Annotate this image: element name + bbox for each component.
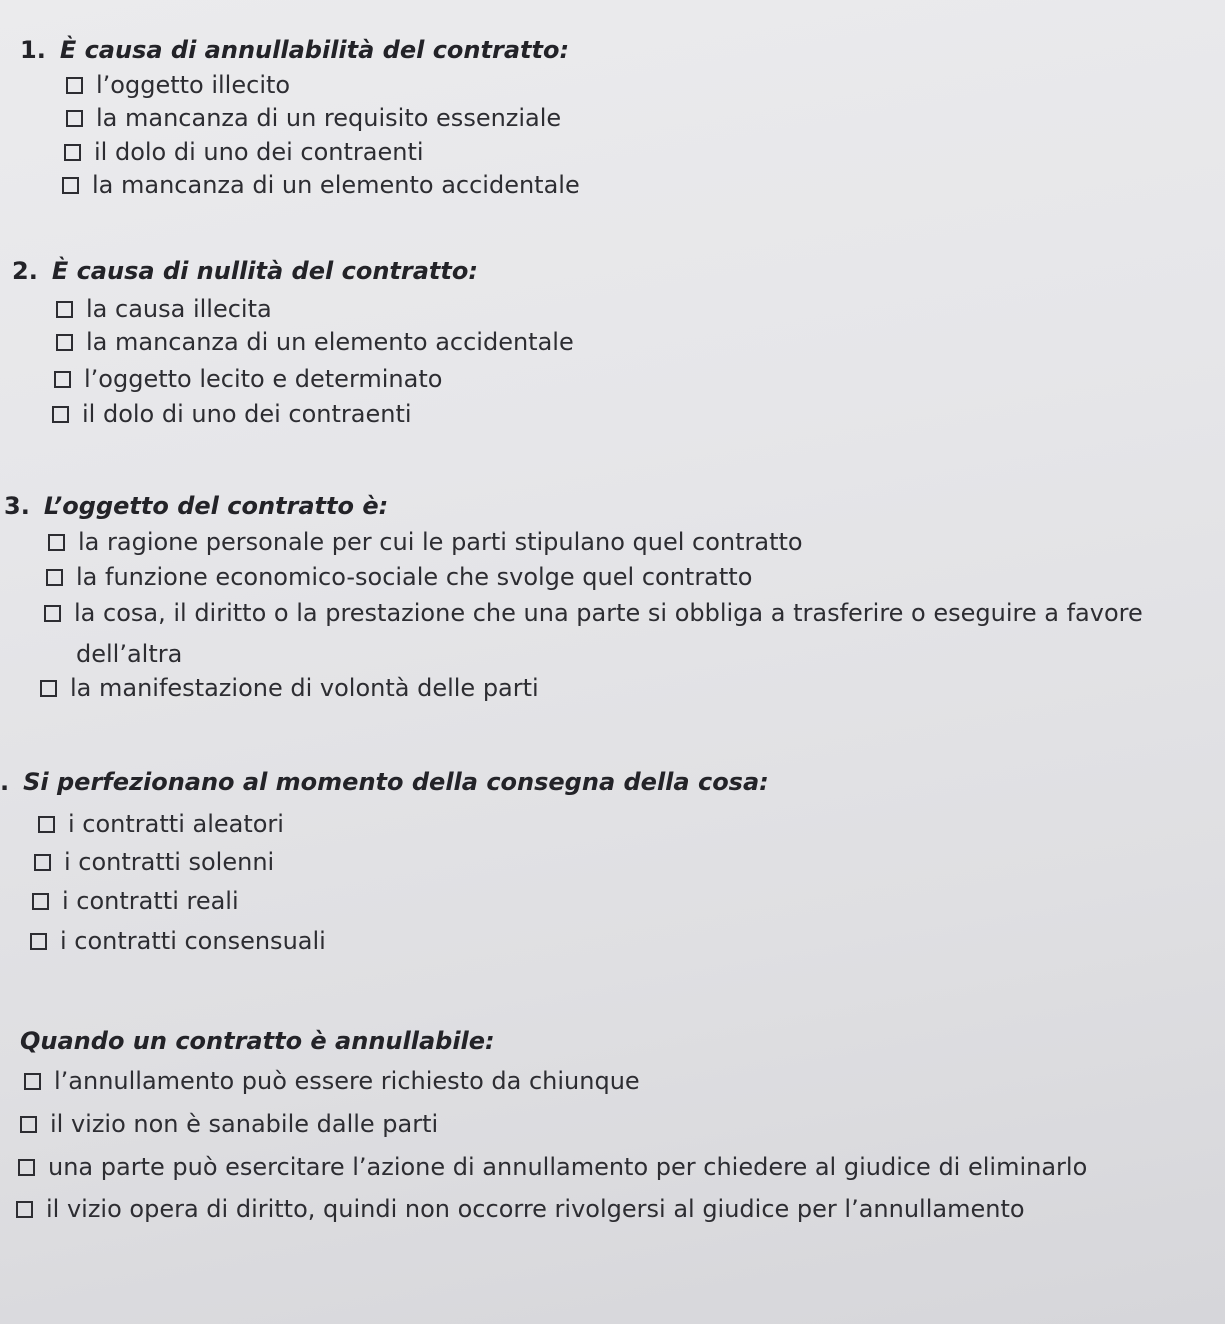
option-5c[interactable] — [18, 1150, 1087, 1184]
option-label: i contratti consensuali — [60, 927, 326, 955]
option-4a[interactable] — [38, 807, 284, 841]
option-label: la causa illecita — [86, 295, 272, 323]
question-number: 1. — [20, 36, 46, 64]
option-1b[interactable] — [66, 101, 561, 135]
checkbox[interactable] — [20, 1116, 37, 1133]
option-3d[interactable] — [40, 671, 539, 705]
checkbox[interactable] — [34, 854, 51, 871]
question-title — [4, 492, 388, 520]
option-label: la funzione economico-sociale che svolge quel contratto — [76, 563, 753, 591]
checkbox[interactable] — [54, 371, 71, 388]
option-label: il dolo di uno dei contraenti — [94, 138, 424, 166]
checkbox[interactable] — [56, 334, 73, 351]
option-3b[interactable] — [46, 560, 752, 594]
option-label: i contratti reali — [62, 887, 239, 915]
option-label: il vizio opera di diritto, quindi non occorre rivolgersi al giudice per l’annullamento — [46, 1195, 1025, 1223]
checkbox[interactable] — [56, 301, 73, 318]
option-label: la ragione personale per cui le parti stipulano quel contratto — [78, 528, 803, 556]
option-4c[interactable] — [32, 884, 239, 918]
option-4d[interactable] — [30, 924, 326, 958]
checkbox[interactable] — [66, 77, 83, 94]
question-text: Quando un contratto è annullabile: — [20, 1027, 495, 1055]
option-label: la mancanza di un requisito essenziale — [96, 104, 562, 132]
option-1a[interactable] — [66, 68, 290, 102]
checkbox[interactable] — [16, 1201, 33, 1218]
option-2b[interactable] — [56, 325, 574, 359]
checkbox[interactable] — [66, 110, 83, 127]
option-4b[interactable] — [34, 845, 274, 879]
checkbox[interactable] — [48, 534, 65, 551]
option-2c[interactable] — [54, 362, 442, 396]
option-5b[interactable] — [20, 1107, 438, 1141]
checkbox[interactable] — [24, 1073, 41, 1090]
option-1c[interactable] — [64, 135, 424, 169]
question-title — [20, 1027, 495, 1055]
option-label: la manifestazione di volontà delle parti — [70, 674, 539, 702]
option-label: una parte può esercitare l’azione di annullamento per chiedere al giudice di eliminarlo — [48, 1153, 1088, 1181]
option-1d[interactable] — [62, 168, 580, 202]
question-number: 3. — [4, 492, 30, 520]
option-label: l’oggetto illecito — [96, 71, 291, 99]
option-3c[interactable] — [44, 596, 1143, 630]
option-3c-continuation: dell’altra — [76, 640, 183, 668]
checkbox[interactable] — [64, 144, 81, 161]
checkbox[interactable] — [32, 893, 49, 910]
checkbox[interactable] — [52, 406, 69, 423]
question-text: È causa di nullità del contratto: — [51, 257, 478, 285]
option-label: i contratti aleatori — [68, 810, 284, 838]
option-label: l’annullamento può essere richiesto da chiunque — [54, 1067, 640, 1095]
question-number: 2. — [12, 257, 38, 285]
option-label: il dolo di uno dei contraenti — [82, 400, 412, 428]
question-text: Si perfezionano al momento della consegna della cosa: — [23, 768, 769, 796]
checkbox[interactable] — [40, 680, 57, 697]
option-label: la mancanza di un elemento accidentale — [86, 328, 574, 356]
option-2d[interactable] — [52, 397, 412, 431]
option-label: la mancanza di un elemento accidentale — [92, 171, 580, 199]
option-label: il vizio non è sanabile dalle parti — [50, 1110, 439, 1138]
question-title — [12, 257, 478, 285]
checkbox[interactable] — [30, 933, 47, 950]
option-2a[interactable] — [56, 292, 272, 326]
option-5d[interactable] — [16, 1192, 1025, 1226]
checkbox[interactable] — [38, 816, 55, 833]
option-5a[interactable] — [24, 1064, 640, 1098]
option-3a[interactable] — [48, 525, 803, 559]
question-title — [20, 36, 569, 64]
question-title — [0, 768, 769, 796]
question-text: L’oggetto del contratto è: — [43, 492, 389, 520]
question-number: . — [0, 768, 10, 796]
checkbox[interactable] — [44, 605, 61, 622]
question-text: È causa di annullabilità del contratto: — [59, 36, 570, 64]
checkbox[interactable] — [18, 1159, 35, 1176]
option-label: l’oggetto lecito e determinato — [84, 365, 443, 393]
checkbox[interactable] — [46, 569, 63, 586]
option-label: i contratti solenni — [64, 848, 275, 876]
option-label: la cosa, il diritto o la prestazione che una parte si obbliga a trasferire o eseguire a favore — [74, 599, 1143, 627]
checkbox[interactable] — [62, 177, 79, 194]
